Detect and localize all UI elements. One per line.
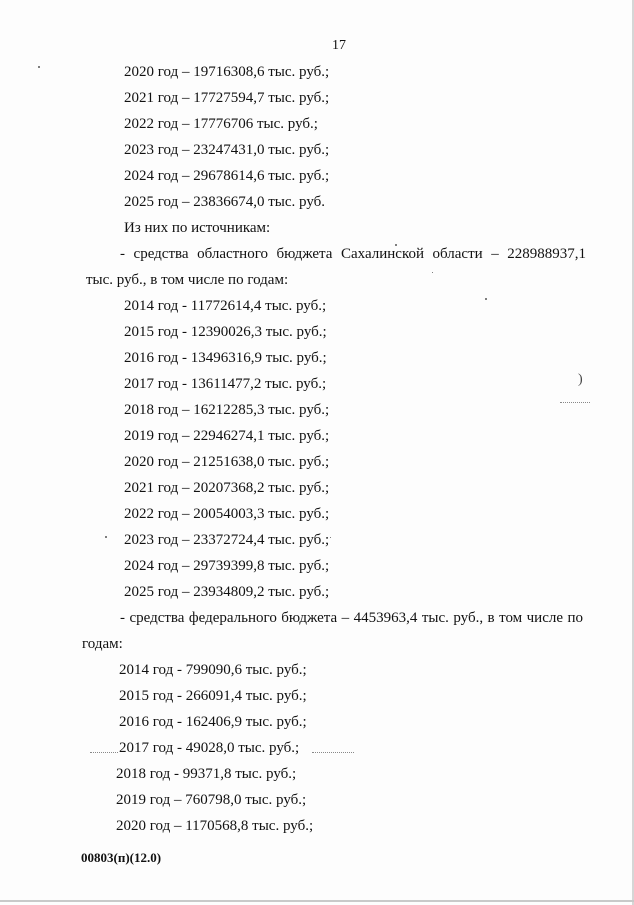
- list-item: 2019 год – 22946274,1 тыс. руб.;: [124, 428, 330, 444]
- list-item: 2020 год – 19716308,6 тыс. руб.;: [124, 64, 330, 80]
- scan-speck: [330, 537, 331, 538]
- list-item: 2025 год – 23934809,2 тыс. руб.;: [124, 584, 330, 600]
- list-item: 2024 год – 29678614,6 тыс. руб.;: [124, 168, 330, 184]
- scan-speck: [485, 298, 487, 300]
- list-item: 2018 год - 99371,8 тыс. руб.;: [116, 766, 297, 782]
- list-item: 2025 год – 23836674,0 тыс. руб.: [124, 194, 326, 210]
- scan-edge: [0, 900, 634, 902]
- list-item: 2021 год – 20207368,2 тыс. руб.;: [124, 480, 330, 496]
- scan-dotted-mark: [560, 402, 590, 403]
- list-item: 2014 год - 11772614,4 тыс. руб.;: [124, 298, 327, 314]
- scan-dotted-mark: [90, 752, 118, 753]
- scan-speck: [105, 536, 107, 538]
- regional-budget-intro-cont: тыс. руб., в том числе по годам:: [86, 272, 289, 288]
- list-item: 2015 год - 12390026,3 тыс. руб.;: [124, 324, 327, 340]
- scan-dotted-mark: [312, 752, 354, 753]
- list-item: 2014 год - 799090,6 тыс. руб.;: [119, 662, 307, 678]
- list-item: 2016 год - 162406,9 тыс. руб.;: [119, 714, 307, 730]
- list-item: 2020 год – 21251638,0 тыс. руб.;: [124, 454, 330, 470]
- scan-speck: [395, 244, 397, 246]
- list-item: 2020 год – 1170568,8 тыс. руб.;: [116, 818, 314, 834]
- regional-budget-intro: - средства областного бюджета Сахалинской области – 228988937,1: [120, 246, 586, 262]
- scan-speck: [38, 66, 40, 68]
- list-item: 2018 год – 16212285,3 тыс. руб.;: [124, 402, 330, 418]
- list-item: 2015 год - 266091,4 тыс. руб.;: [119, 688, 307, 704]
- page-number: 17: [332, 38, 346, 53]
- federal-budget-intro-cont: годам:: [82, 636, 123, 652]
- list-item: 2024 год – 29739399,8 тыс. руб.;: [124, 558, 330, 574]
- list-item: 2017 год - 13611477,2 тыс. руб.;: [124, 376, 327, 392]
- federal-budget-intro: - средства федерального бюджета – 4453963,4 тыс. руб., в том числе по: [120, 610, 583, 626]
- list-item: 2021 год – 17727594,7 тыс. руб.;: [124, 90, 330, 106]
- list-item: 2019 год – 760798,0 тыс. руб.;: [116, 792, 307, 808]
- scan-speck: [432, 272, 433, 273]
- list-item: 2023 год – 23372724,4 тыс. руб.;: [124, 532, 330, 548]
- sources-heading: Из них по источникам:: [124, 220, 271, 236]
- list-item: 2022 год – 17776706 тыс. руб.;: [124, 116, 318, 132]
- list-item: 2016 год - 13496316,9 тыс. руб.;: [124, 350, 327, 366]
- list-item: 2017 год - 49028,0 тыс. руб.;: [119, 740, 300, 756]
- document-code: 00803(п)(12.0): [81, 850, 162, 865]
- scan-bracket-mark: ): [578, 372, 583, 387]
- list-item: 2022 год – 20054003,3 тыс. руб.;: [124, 506, 330, 522]
- list-item: 2023 год – 23247431,0 тыс. руб.;: [124, 142, 330, 158]
